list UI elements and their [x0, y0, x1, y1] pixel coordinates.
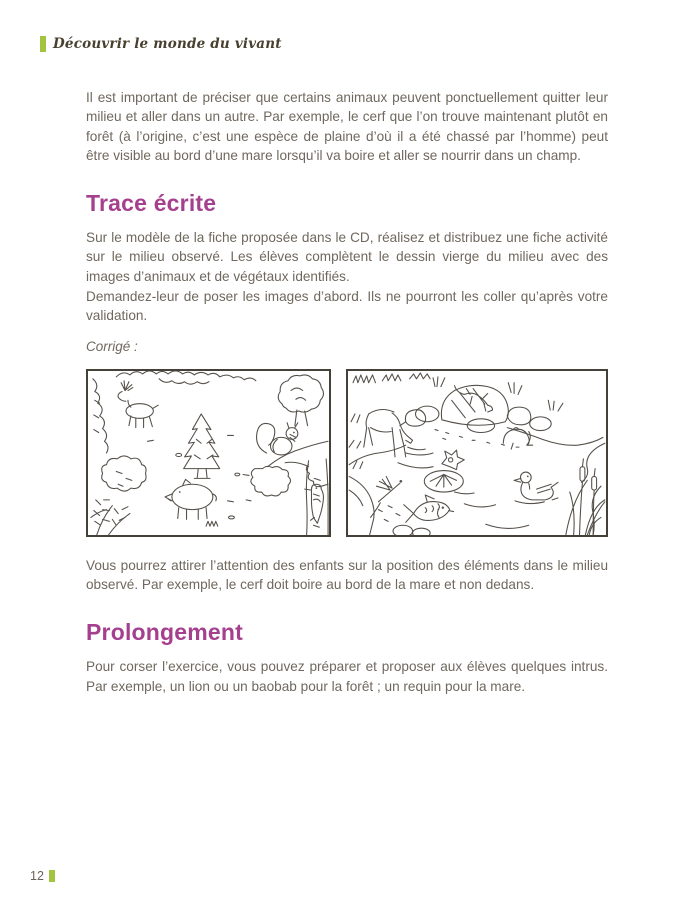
intro-paragraph: Il est important de préciser que certains animaux peuvent ponctuellement quitter leur milieu et aller dans un autre. Par exemple, le cerf que l’on trouve maintenant plutôt en forêt (à l’origine, c’est une espèce de plaine d’où il a été chassé par l’homme) peut être visible au bord d’une mare lorsqu’il va boire et aller se nourrir dans un champ. [86, 90, 608, 163]
page-footer [30, 869, 55, 883]
section-heading-trace-ecrite: Trace écrite [86, 190, 217, 217]
page-content [86, 88, 608, 696]
pond-scene-illustration [346, 369, 608, 537]
trace-ecrite-paragraph-2: Demandez-leur de poser les images d’abord. Ils ne pourront les coller qu’après votre validation. [86, 289, 608, 324]
green-square-icon [49, 870, 55, 882]
page-number: 12 [30, 869, 44, 883]
page-header [40, 36, 282, 52]
corrige-illustrations [86, 369, 608, 537]
trace-ecrite-paragraph-3: Vous pourrez attirer l’attention des enfants sur la position des éléments dans le milieu observé. Par exemple, le cerf doit boire au bord de la mare et non dedans. [86, 557, 608, 592]
forest-scene-illustration [86, 369, 331, 537]
prolongement-paragraph: Pour corser l’exercice, vous pouvez préparer et proposer aux élèves quelques intrus. Par exemple, un lion ou un baobab pour la forêt ; un requin pour la mare. [86, 659, 608, 694]
trace-ecrite-paragraph-1: Sur le modèle de la fiche proposée dans le CD, réalisez et distribuez une fiche activité sur le milieu observé. Les élèves complètent le dessin vierge du milieu avec des images d’animaux et de végétaux identifiés. [86, 230, 608, 284]
green-bar-icon [40, 36, 46, 52]
corrige-label: Corrigé : [86, 338, 138, 354]
section-heading-prolongement: Prolongement [86, 619, 244, 646]
chapter-title: Découvrir le monde du vivant [53, 36, 282, 52]
